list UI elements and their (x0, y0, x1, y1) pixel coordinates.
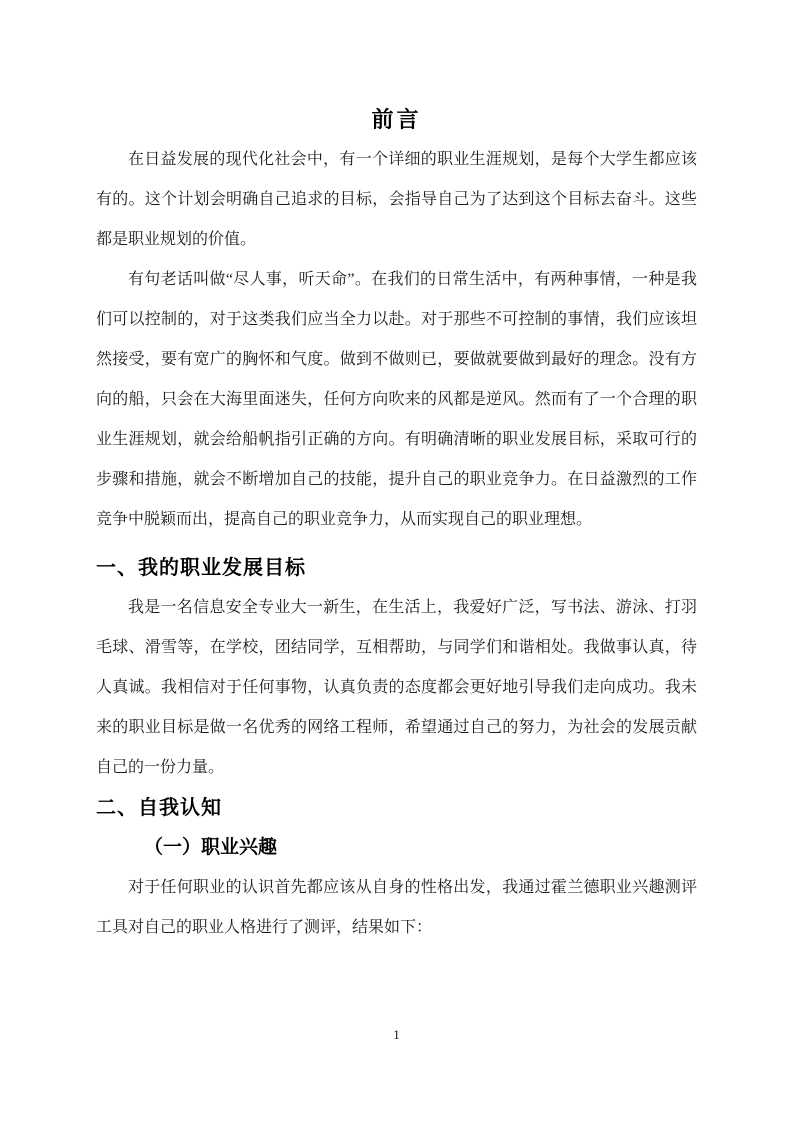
section-1-paragraph: 我是一名信息安全专业大一新生，在生活上，我爱好广泛，写书法、游泳、打羽毛球、滑雪等，在学校，团结同学，互相帮助，与同学们和谐相处。我做事认真，待人真诚。我相信对于任何事物，认真负责的态度都会更好地引导我们走向成功。我未来的职业目标是做一名优秀的网络工程师，希望通过自己的努力，为社会的发展贡献自己的一份力量。 (96, 599, 697, 776)
intro-paragraph-2: 有句老话叫做“尽人事，听天命”。在我们的日常生活中，有两种事情，一种是我们可以控制的，对于这类我们应当全力以赴。对于那些不可控制的事情，我们应该坦然接受，要有宽广的胸怀和气度。做到不做则已，要做就要做到最好的理念。没有方向的船，只会在大海里面迷失，任何方向吹来的风都是逆风。然而有了一个合理的职业生涯规划，就会给船帆指引正确的方向。有明确清晰的职业发展目标，采取可行的步骤和措施，就会不断增加自己的技能，提升自己的职业竞争力。在日益激烈的工作竞争中脱颖而出，提高自己的职业竞争力，从而实现自己的职业理想。 (96, 271, 697, 528)
section-2-1-paragraph: 对于任何职业的认识首先都应该从自身的性格出发，我通过霍兰德职业兴趣测评工具对自己的职业人格进行了测评，结果如下： (96, 879, 697, 936)
page-number: 1 (393, 1027, 400, 1042)
document-title: 前言 (371, 107, 422, 132)
section-2-heading: 二、自我认知 (96, 797, 222, 819)
intro-paragraph-1: 在日益发展的现代化社会中，有一个详细的职业生涯规划，是每个大学生都应该有的。这个计划会明确自己追求的目标，会指导自己为了达到这个目标去奋斗。这些都是职业规划的价值。 (96, 151, 697, 248)
section-1-heading: 一、我的职业发展目标 (96, 557, 306, 579)
section-2-1-subheading: （一）职业兴趣 (144, 837, 278, 858)
